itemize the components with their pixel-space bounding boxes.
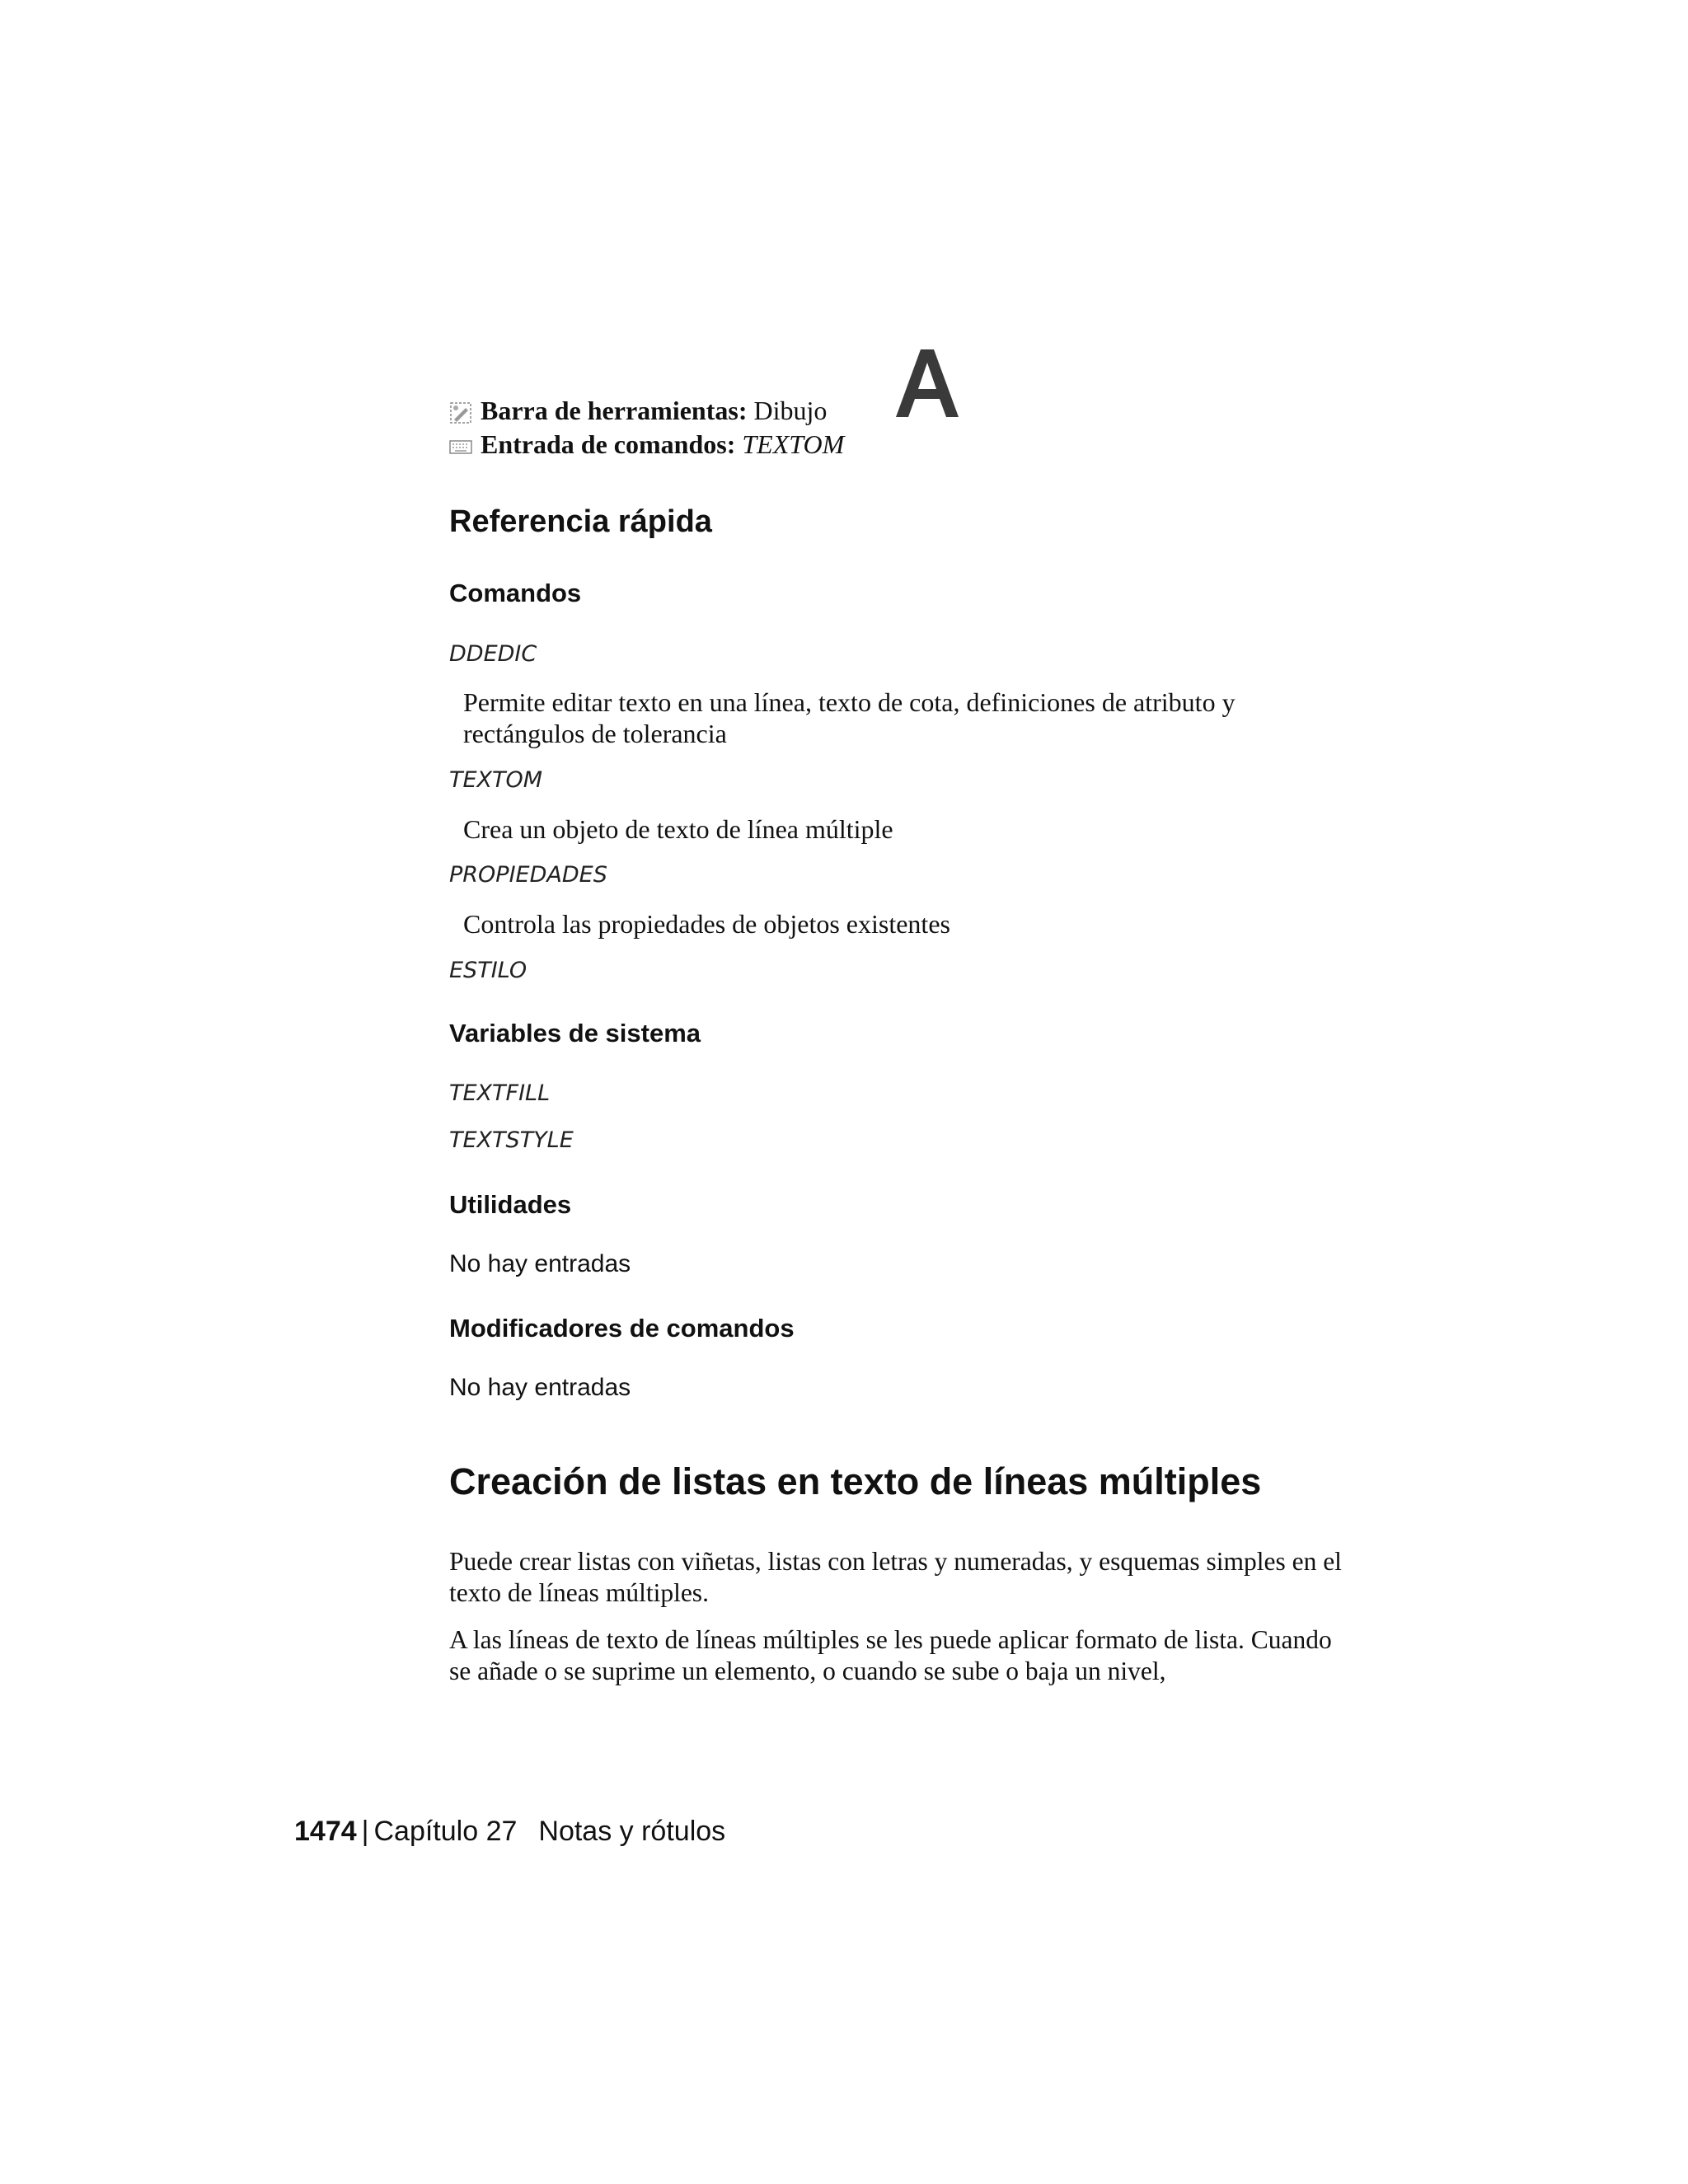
- command-description: Crea un objeto de texto de línea múltiple: [463, 814, 893, 844]
- command-access-line: [449, 428, 844, 461]
- page-footer: [294, 1816, 725, 1848]
- system-variables-heading: Variables de sistema: [449, 1019, 701, 1047]
- chapter-title: Notas y rótulos: [538, 1816, 726, 1847]
- command-modifiers-heading: Modificadores de comandos: [449, 1314, 795, 1343]
- command-description: Permite editar texto en una línea, texto de cota, definiciones de atributo y rectángulos de tolerancia: [463, 687, 1236, 748]
- utilities-text: No hay entradas: [449, 1250, 631, 1277]
- command-label: Entrada de comandos:: [481, 429, 736, 459]
- toolbar-access-line: [449, 394, 827, 427]
- footer-separator: |: [361, 1816, 369, 1847]
- toolbar-label: Barra de herramientas:: [481, 396, 748, 425]
- keyboard-icon: [449, 433, 472, 456]
- chapter-label: Capítulo 27: [373, 1816, 518, 1847]
- commands-heading: Comandos: [449, 579, 582, 607]
- letter-a-icon: [894, 346, 960, 420]
- section-paragraph: A las líneas de texto de líneas múltiples se les puede aplicar formato de lista. Cuando se añade o se suprime un elemento, o cuando se sube o baja un nivel,: [449, 1625, 1332, 1685]
- command-term: DDEDIC: [449, 641, 537, 667]
- system-variable-term: TEXTSTYLE: [449, 1127, 574, 1153]
- command-description: Controla las propiedades de objetos existentes: [463, 909, 950, 939]
- command-term: PROPIEDADES: [449, 862, 607, 888]
- toolbar-icon: [449, 399, 472, 422]
- command-value: TEXTOM: [742, 429, 845, 459]
- section-paragraph: Puede crear listas con viñetas, listas con letras y numeradas, y esquemas simples en el texto de líneas múltiples.: [449, 1547, 1342, 1607]
- quick-reference-title: Referencia rápida: [449, 504, 712, 539]
- command-modifiers-text: No hay entradas: [449, 1374, 631, 1401]
- toolbar-value: Dibujo: [753, 396, 828, 425]
- command-term: TEXTOM: [449, 767, 543, 793]
- command-term: ESTILO: [449, 958, 528, 983]
- page-number: 1474: [294, 1816, 357, 1847]
- section-title: Creación de listas en texto de líneas múltiples: [449, 1460, 1262, 1502]
- system-variable-term: TEXTFILL: [449, 1080, 551, 1106]
- utilities-heading: Utilidades: [449, 1190, 572, 1219]
